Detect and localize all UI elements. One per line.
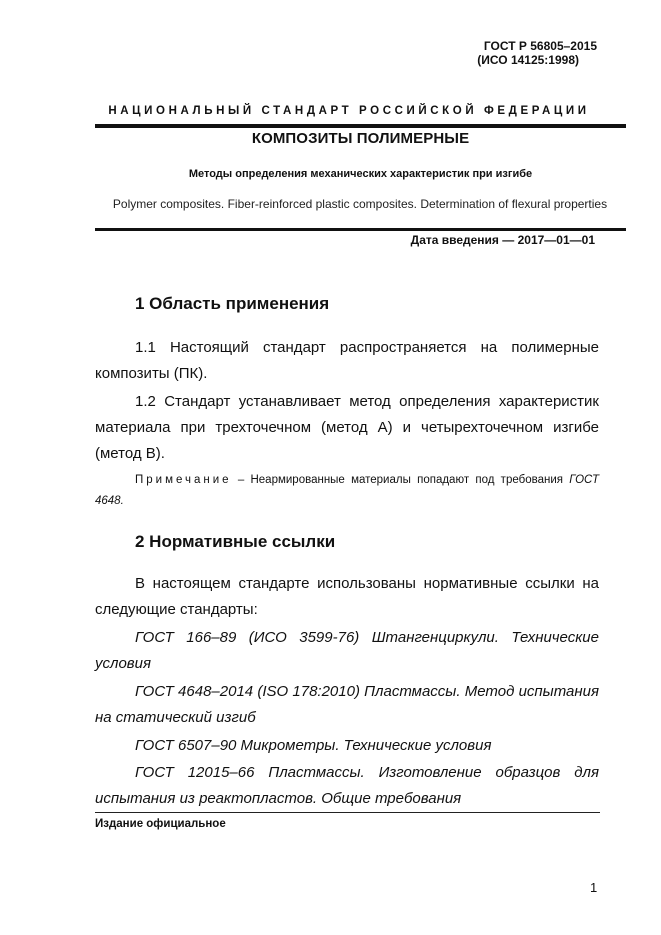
note-text: – Неармированные материалы попадают под требования	[231, 474, 570, 486]
note-label: Примечание	[135, 474, 232, 486]
subtitle-russian: Методы определения механических характеристик при изгибе	[188, 168, 533, 180]
section-heading-references: 2 Нормативные ссылки	[135, 532, 336, 551]
standard-title: КОМПОЗИТЫ ПОЛИМЕРНЫЕ	[251, 130, 470, 147]
document-number: ГОСТ Р 56805–2015	[483, 39, 597, 53]
subtitle-english: Polymer composites. Fiber-reinforced plastic composites. Determination of flexural properties	[112, 197, 608, 211]
note	[95, 470, 599, 512]
footer-rule	[95, 812, 600, 813]
top-rule	[95, 124, 626, 128]
section-heading-scope: 1 Область применения	[135, 294, 330, 313]
reference-item: ГОСТ 4648–2014 (ISO 178:2010) Пластмассы. Метод испытания на статический изгиб	[95, 683, 599, 726]
official-edition-label: Издание официальное	[95, 818, 226, 830]
national-standard-banner: НАЦИОНАЛЬНЫЙ СТАНДАРТ РОССИЙСКОЙ ФЕДЕРАЦИИ	[108, 105, 590, 117]
reference-item: ГОСТ 166–89 (ИСО 3599-76) Штангенциркули. Технические условия	[95, 629, 599, 672]
page-number: 1	[590, 880, 598, 895]
reference-item: ГОСТ 6507–90 Микрометры. Технические условия	[135, 737, 492, 754]
note-reference: ГОСТ 4648.	[95, 474, 599, 507]
paragraph-1-2: 1.2 Стандарт устанавливает метод определения характеристик материала при трехточечном (метод А) и четырехточечном изгибе (метод В).	[95, 393, 599, 462]
references-intro: В настоящем стандарте использованы нормативные ссылки на следующие стандарты:	[95, 575, 599, 618]
paragraph-1-1: 1.1 Настоящий стандарт распространяется на полимерные композиты (ПК).	[95, 339, 599, 382]
introduction-date: Дата введения — 2017—01—01	[410, 233, 595, 247]
iso-equivalent-number: (ИСО 14125:1998)	[477, 53, 579, 67]
reference-item: ГОСТ 12015–66 Пластмассы. Изготовление образцов для испытания из реактопластов. Общие требования	[95, 764, 599, 807]
bottom-rule	[95, 228, 626, 231]
